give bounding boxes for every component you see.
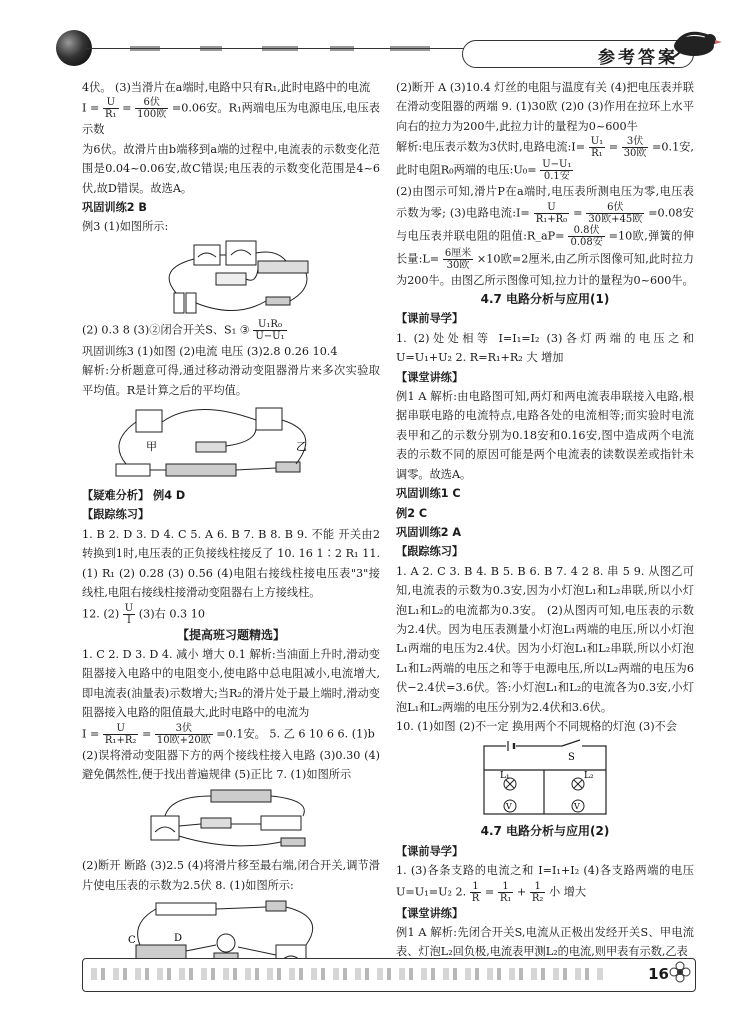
section-title: 4.7 电路分析与应用(1) [480, 292, 610, 307]
section-heading: 【课前导学】 [396, 312, 464, 326]
text: 1. B 2. D 3. D 4. C 5. A 6. B 7. B 8. B 9. 不能 开关由2转换到1时,电压表的正负接线柱接反了 10. 16 1∶2 R₁ 11. (1) R₁ (2) 0.28 (3) 0.56 (4)电阻右接线柱接电压表"3"接线柱,电阻右接线柱接滑动变阻器右上方接线柱。 [82, 527, 380, 600]
fraction: $\frac{\text{3伏}}{\text{10欧+20欧}}$ [156, 722, 211, 746]
fraction: $\frac{1}{\text{R₁}}$ [499, 880, 512, 904]
page-header [0, 0, 750, 80]
formula-line: I = $\frac{U}{\text{R₁+R₂}}$ = $\frac{\text{3伏}}{\text{10欧+20欧}}$ =0.1安。 5. 乙 6 10 6 6. (1)b [82, 722, 375, 746]
fraction: $\frac{\text{U−U₁}}{\text{0.1安}}$ [542, 159, 572, 183]
fraction: $\frac{\text{U₁}}{\text{R₁}}$ [590, 136, 604, 160]
page-number: 16 [648, 965, 669, 983]
section-heading: 【课前导学】 [396, 844, 464, 858]
label-c: C [128, 935, 136, 947]
section-heading: 【疑难分析】 例4 D [82, 489, 186, 503]
section-title: 4.7 电路分析与应用(2) [480, 824, 610, 839]
formula-line: 解析:电压表示数为3伏时,电路电流:I= $\frac{\text{U₁}}{\text{R₁}}$ = $\frac{\text{3伏}}{\text{30欧}}$ =0.1安,此时电阻R₀两端的电压:U₀= $\frac{\text{U−U₁}}{\text{0.1安}}$ [396, 136, 694, 183]
text: 解析:分析题意可得,通过移动滑动变阻器滑片来多次实验取平均值。R是计算之后的平均值。 [82, 364, 380, 397]
voltmeter-label: V [506, 802, 512, 812]
fraction: $\frac{\text{U₁R₀}}{\text{U−U₁}}$ [255, 318, 285, 342]
page-footer [82, 958, 696, 992]
section-heading: 【跟踪练习】 [396, 545, 464, 559]
section-heading: 【课堂讲练】 [396, 906, 464, 920]
text: 10. (1)如图 (2)不一定 换用两个不同规格的灯泡 (3)不会 [396, 719, 677, 733]
label-d: D [174, 933, 183, 945]
fraction: $\frac{1}{\text{R₂}}$ [531, 880, 544, 904]
fraction: $\frac{U}{\text{R₁}}$ [105, 97, 117, 121]
exercise-line: 例3 (1)如图所示: [82, 220, 169, 234]
text: 1. (2)处处相等 I=I₁=I₂ (3)各灯两端的电压之和 U=U₁+U₂ 2. R=R₁+R₂ 大 增加 [396, 331, 694, 365]
fraction: $\frac{1}{R}$ [471, 880, 480, 904]
text: 4伏。 (3)当滑片在a端时,电路中只有R₁,此时电路中的电流 [82, 81, 371, 94]
text: 为6伏。故滑片由b端移到a端的过程中,电流表的示数变化范围是0.04~0.06安,故C错误;电压表的示数变化范围是4~6伏,故D错误。故选A。 [82, 142, 380, 195]
circuit-photo-diagram-2 [106, 402, 356, 484]
flower-icon [669, 961, 691, 983]
section-heading: 【跟踪练习】 [82, 508, 150, 522]
circuit-schematic [470, 738, 620, 820]
answer-page [82, 78, 694, 958]
text: 例1 A 解析:先闭合开关S,电流从正极出发经开关S、甲电流表、灯泡L₂回负极,电流表甲测L₂的电流,则甲表有示数,乙表 [396, 926, 694, 958]
text: (2)断开 断路 (3)2.5 (4)将滑片移至最右端,闭合开关,调节滑片使电压表的示数为2.5伏 8. (1)如图所示: [82, 859, 380, 892]
text: (2)断开 A (3)10.4 灯丝的电阻与温度有关 (4)把电压表并联在滑动变阻器的两端 9. (1)30欧 (2)0 (3)作用在拉环上水平向右的拉力为200牛,此拉力计的量程为0~600牛 [396, 81, 694, 133]
section-title: 【提高班习题精选】 [176, 627, 285, 642]
text: 1. A 2. C 3. B 4. B 5. B 6. B 7. 4 2 8. 串 5 9. 从图乙可知,电流表的示数为0.3安,因为小灯泡L₁和L₂串联,所以小灯泡L₁和L₂的电流都为0.3安。 (2)从图丙可知,电压表的示数为2.4伏。因为电压表测量小灯泡L₁两端的电压,所以小灯泡L₁两端的电压为2.4伏。因为小灯泡L₁和L₂串联,所以小灯泡L₁和L₂两端的电压之和等于电源电压,所以L₂两端的电压为6伏−2.4伏=3.6伏。答:小灯泡L₁和L₂的电流各为0.3安,小灯泡L₁和L₂两端的电压分别为2.4伏和3.6伏。 [396, 564, 694, 714]
text: 例1 A 解析:由电路图可知,两灯和两电流表串联接入电路,根据串联电路的电流特点,电路各处的电流相等;而实验时电流表甲和乙的示数分别为0.18安和0.16安,图中造成两个电流表的示数不同的原因可能是两个电流表的读数误差或指针未调零。故选A。 [396, 390, 694, 481]
formula-line: (2) 0.3 8 (3)②闭合开关S、S₁ ③ $\frac{\text{U₁R₀}}{\text{U−U₁}}$ [82, 318, 285, 342]
fraction: $\frac{U}{\text{R₁+R₂}}$ [104, 722, 137, 746]
fraction: $\frac{U}{I}$ [124, 602, 134, 626]
text: 巩固训练3 (1)如图 (2)电流 电压 (3)2.8 0.26 10.4 [82, 344, 338, 358]
fraction: $\frac{U}{\text{R₁+R₀}}$ [535, 201, 568, 225]
fraction: $\frac{\text{0.8伏}}{\text{0.08安}}$ [570, 224, 603, 248]
exercise-line: 巩固训练2 B [82, 201, 147, 215]
footer-decor-band [91, 968, 605, 980]
left-column [82, 78, 380, 958]
bird-logo-icon [664, 22, 724, 66]
section-heading: 【课堂讲练】 [396, 370, 464, 384]
text: (2)误将滑动变阻器下方的两个接线柱接入电路 (3)0.30 (4)避免偶然性,便于找出普遍规律 (5)正比 7. (1)如图所示 [82, 748, 380, 781]
fraction: $\frac{\text{6伏}}{\text{30欧+45欧}}$ [588, 201, 643, 225]
exercise-line: 例2 C [396, 506, 428, 520]
voltmeter-label: V [574, 802, 580, 812]
formula-line: (2)由图示可知,滑片P在a端时,电压表所测电压为零,电压表示数为零; (3)电路电流:I= $\frac{U}{\text{R₁+R₀}}$ = $\frac{\text{6伏}}{\text{30欧+45欧}}$ =0.08安与电压表并联电阻的阻值:R_aP= $\frac{\text{0.8伏}}{\text{0.08安}}$ =10欧,弹簧的伸长量:L= $\frac{\text{6厘米}}{\text{30欧}}$ ×10欧=2厘米,由乙所示图像可知,此时拉力为200牛。由图乙所示图像可知,拉力计的量程为0~600牛。 [396, 185, 694, 287]
header-title: 参考答案 [598, 48, 678, 68]
circuit-photo-diagram-4 [126, 897, 336, 958]
exercise-line: 巩固训练2 A [396, 525, 462, 539]
formula-line: I = $\frac{U}{\text{R₁}}$ = $\frac{\text{6伏}}{\text{100欧}}$ =0.06安。R₁两端电压为电源电压,电压表示数 [82, 97, 380, 137]
formula-line: 1. (3)各条支路的电流之和 I=I₁+I₂ (4)各支路两端的电压 U=U₁=U₂ 2. $\frac{1}{R}$ = $\frac{1}{\text{R₁}}$ + $\frac{1}{\text{R₂}}$ 小 增大 [396, 864, 694, 904]
lamp-label-l1: L₁ [500, 771, 510, 782]
label-jia: 甲 [146, 440, 157, 454]
fraction: $\frac{\text{6伏}}{\text{100欧}}$ [137, 97, 167, 121]
label-yi: 乙 [296, 440, 307, 454]
right-column [396, 78, 694, 958]
exercise-line: 巩固训练1 C [396, 487, 461, 501]
circuit-photo-diagram-3 [131, 786, 331, 854]
circuit-photo-diagram-1 [146, 239, 316, 317]
text: 1. C 2. D 3. D 4. 减小 增大 0.1 解析:当油面上升时,滑动变阻器接入电路中的电阻变小,使电路中总电阻减小,电流增大,即电流表(油量表)示数增大;当R₂的滑片处于最上端时,滑动变阻器接入电路的阻值最大,此时电路中的电流为 [82, 647, 380, 720]
lamp-label-l2: L₂ [584, 771, 594, 782]
fraction: $\frac{\text{3伏}}{\text{30欧}}$ [623, 136, 647, 160]
switch-label-s: S [568, 752, 575, 764]
fraction: $\frac{\text{6厘米}}{\text{30欧}}$ [444, 247, 472, 271]
formula-line: 12. (2) $\frac{U}{I}$ (3)右 0.3 10 [82, 602, 205, 626]
